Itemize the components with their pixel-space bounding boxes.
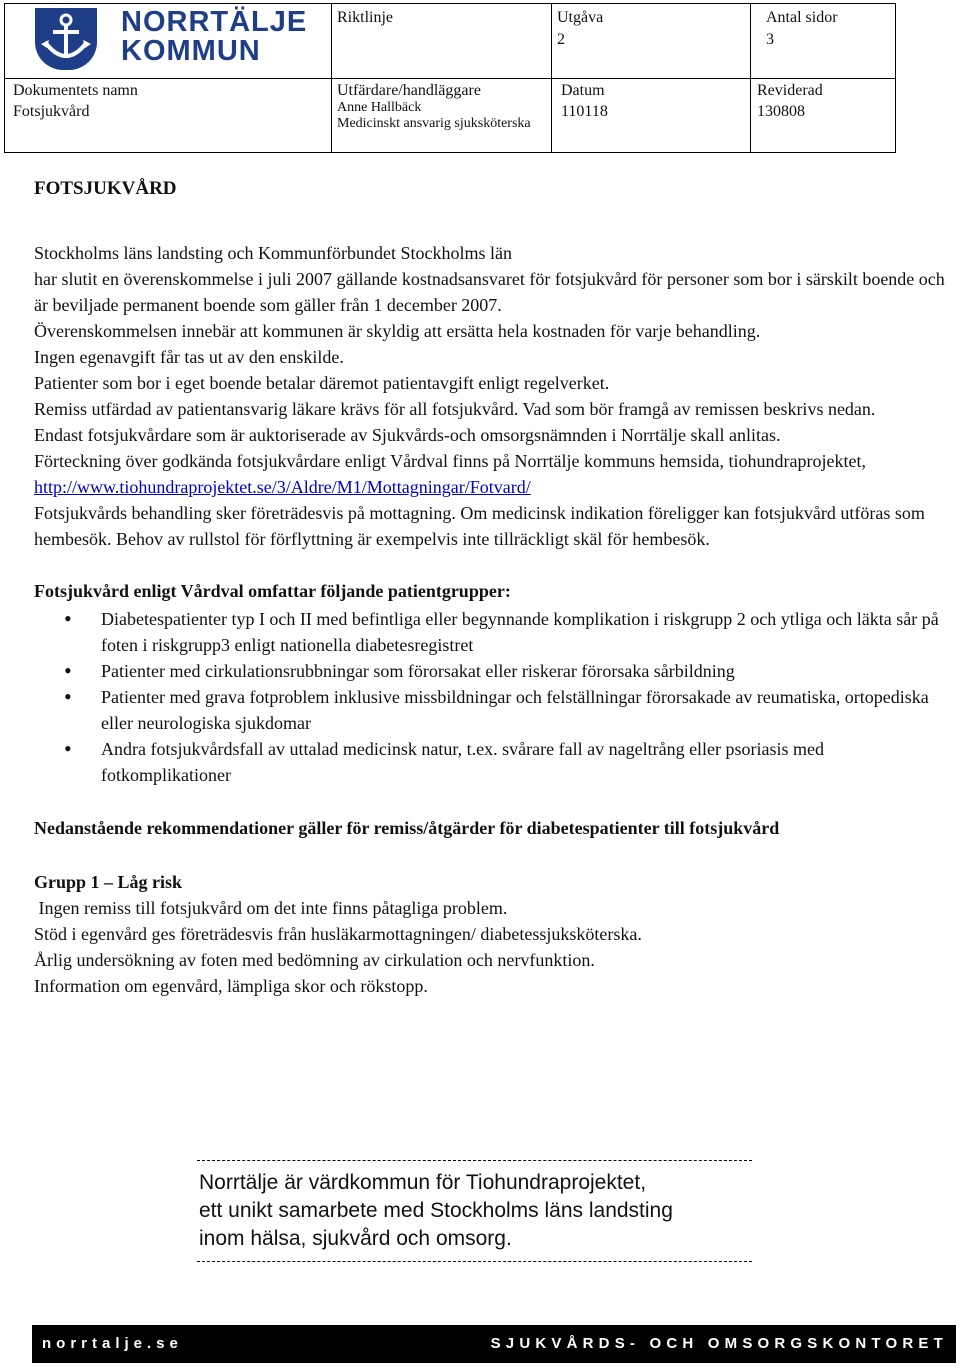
notice-line: Norrtälje är värdkommun för Tiohundraprojektet, <box>199 1171 647 1194</box>
reviderad-value: 130808 <box>757 103 805 120</box>
header-divider <box>5 78 895 79</box>
footer-office: SJUKVÅRDS- OCH OMSORGSKONTORET <box>490 1335 948 1352</box>
paragraph: Remiss utfärdad av patientansvarig läkare krävs för all fotsjukvård. Vad som bör framgå av remissen beskrivs nedan. <box>34 399 876 419</box>
group-heading: Grupp 1 – Låg risk <box>34 872 183 892</box>
paragraph: har slutit en överenskommelse i juli 2007 gällande kostnadsansvaret för fotsjukvård för personer som bor i särskilt boende och är beviljade permanent boende som gäller från 1 december 2007. <box>34 269 945 315</box>
antal-sidor-value: 3 <box>766 31 774 48</box>
norrtalje-kommun-logo <box>29 6 308 72</box>
page-title: FOTSJUKVÅRD <box>34 178 177 199</box>
paragraph: Stockholms läns landsting och Kommunförbundet Stockholms län <box>34 243 512 263</box>
utgava-label: Utgåva <box>557 9 604 26</box>
paragraph: Fotsjukvårds behandling sker företrädesvis på mottagning. Om medicinsk indikation föreligger kan fotsjukvård utföras som hembesök. Behov av rullstol för förflyttning är exempelvis inte tillräckligt skäl för hembesök. <box>34 503 925 549</box>
utfardare-name: Anne Hallbäck <box>337 100 422 115</box>
paragraph: Ingen remiss till fotsjukvård om det inte finns påtagliga problem. <box>34 898 508 918</box>
dokument-namn-value: Fotsjukvård <box>13 103 90 120</box>
paragraph: Patienter som bor i eget boende betalar däremot patientavgift enligt regelverket. <box>34 373 610 393</box>
dashed-divider <box>197 1261 752 1262</box>
paragraph <box>34 448 949 500</box>
paragraph: Årlig undersökning av foten med bedömning av cirkulation och nervfunktion. <box>34 950 595 970</box>
dokument-namn-field <box>13 82 138 121</box>
dokument-namn-label: Dokumentets namn <box>13 82 138 99</box>
document-body <box>34 176 949 999</box>
notice-line: ett unikt samarbete med Stockholms läns landsting <box>199 1199 673 1222</box>
list-item: • Andra fotsjukvårdsfall av uttalad medicinsk natur, t.ex. svårare fall av nageltrång eller psoriasis med fotkomplikationer <box>34 736 949 788</box>
utfardare-field <box>337 82 531 132</box>
paragraph: Information om egenvård, lämpliga skor och rökstopp. <box>34 976 428 996</box>
logo-text: NORRTÄLJE KOMMUN <box>121 6 308 67</box>
anchor-shield-icon <box>35 8 97 70</box>
riktlinje-label: Riktlinje <box>337 9 393 26</box>
datum-label: Datum <box>561 82 605 99</box>
datum-field <box>561 82 608 121</box>
utgava-value: 2 <box>557 31 565 48</box>
footer-bar <box>32 1325 956 1363</box>
patient-group-list <box>34 606 949 788</box>
document-header-table <box>4 3 896 153</box>
list-item: • Patienter med cirkulationsrubbningar som förorsakat eller riskerar förorsaka sårbildning <box>34 658 949 684</box>
tiohundra-notice <box>197 1160 757 1262</box>
paragraph-text: Förteckning över godkända fotsjukvårdare enligt Vårdval finns på Norrtälje kommuns hemsida, tiohundraprojektet, <box>34 451 866 471</box>
notice-line: inom hälsa, sjukvård och omsorg. <box>199 1227 512 1250</box>
paragraph: Endast fotsjukvårdare som är auktoriserade av Sjukvårds-och omsorgsnämnden i Norrtälje skall anlitas. <box>34 425 781 445</box>
footer-website: norrtalje.se <box>42 1335 183 1352</box>
paragraph: Överenskommelsen innebär att kommunen är skyldig att ersätta hela kostnaden för varje behandling. <box>34 321 761 341</box>
list-item: • Patienter med grava fotproblem inklusive missbildningar och felställningar förorsakade av reumatiska, ortopediska eller neurologiska sjukdomar <box>34 684 949 736</box>
utgava-field <box>557 9 603 49</box>
section-heading: Fotsjukvård enligt Vårdval omfattar följande patientgrupper: <box>34 581 511 601</box>
utfardare-role: Medicinskt ansvarig sjuksköterska <box>337 116 531 131</box>
section-heading: Nedanstående rekommendationer gäller för remiss/åtgärder för diabetespatienter till fotsjukvård <box>34 818 780 838</box>
reviderad-field <box>757 82 823 121</box>
tiohundraprojektet-link[interactable]: http://www.tiohundraprojektet.se/3/Aldre/M1/Mottagningar/Fotvard/ <box>34 477 531 497</box>
list-item: • Diabetespatienter typ I och II med befintliga eller begynnande komplikation i riskgrupp 2 och ytliga och läkta sår på foten i riskgrupp3 enligt nationella diabetesregistret <box>34 606 949 658</box>
paragraph: Ingen egenavgift får tas ut av den enskilde. <box>34 347 344 367</box>
paragraph: Stöd i egenvård ges företrädesvis från husläkarmottagningen/ diabetessjuksköterska. <box>34 924 642 944</box>
reviderad-label: Reviderad <box>757 82 823 99</box>
utfardare-label: Utfärdare/handläggare <box>337 82 481 99</box>
antal-sidor-label: Antal sidor <box>766 9 838 26</box>
antal-sidor-field <box>766 9 838 49</box>
datum-value: 110118 <box>561 103 608 120</box>
